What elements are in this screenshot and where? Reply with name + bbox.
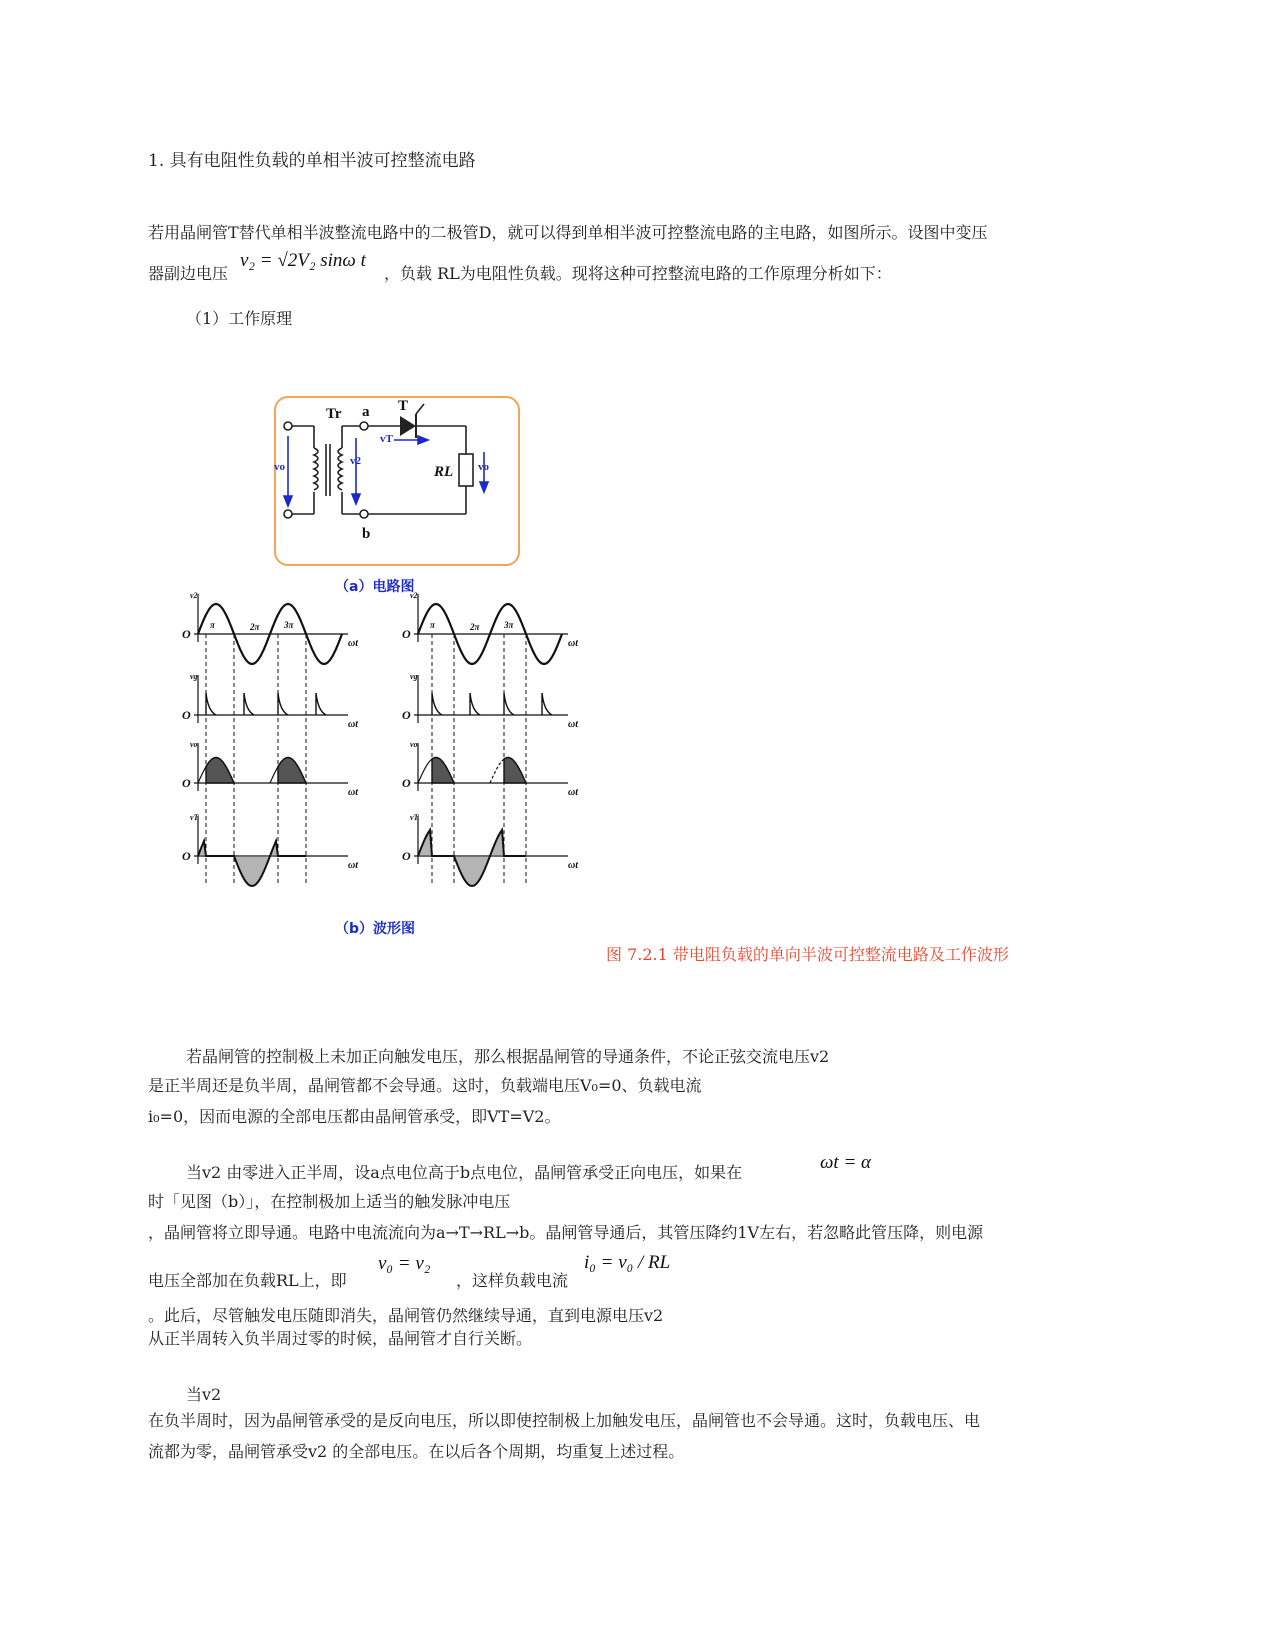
intro-line-2a: 器副边电压 [148,264,229,283]
para1-line-2: 是正半周还是负半周，晶闸管都不会导通。这时，负载端电压V₀=0、负载电流 [148,1076,702,1095]
row-label: vg [410,672,418,681]
para2-line-5: 。此后，尽管触发电压随即消失，晶闸管仍然继续导通，直到电源电压v2 [148,1306,664,1325]
para3-line-3: 流都为零，晶闸管承受v2 的全部电压。在以后各个周期，均重复上述过程。 [148,1442,685,1461]
label-rl: RL [434,464,454,480]
trigger-pulse [206,693,216,715]
para2-line-4a: 电压全部加在负载RL上，即 [148,1271,347,1290]
axis-t-label: ωt [568,719,579,730]
para2-line-3: ，晶闸管将立即导通。电路中电流流向为a→T→RL→b。晶闸管导通后，其管压降约1V左右，若忽略此管压降，则电源 [148,1223,984,1242]
primary-coil [314,448,318,490]
thyristor-voltage-wave [418,830,526,886]
subheading: （1）工作原理 [186,309,293,328]
row-label: v2 [410,591,418,600]
origin-label: O [182,708,191,722]
para1-line-3: i₀=0，因而电源的全部电压都由晶闸管承受，即VT=V2。 [148,1107,561,1126]
thyristor-symbol [400,416,416,436]
label-v2: v2 [350,455,361,467]
trigger-pulse [244,693,254,715]
caption-b: （b）波形图 [335,921,416,937]
trigger-pulse [278,693,288,715]
label-vo: vo [478,461,489,473]
para3-line-2: 在负半周时，因为晶闸管承受的是反向电压，所以即使控制极上加触发电压，晶闸管也不会导通。这时，负载电压、电 [148,1411,981,1430]
section-heading: 1. 具有电阻性负载的单相半波可控整流电路 [148,151,476,171]
label-vi: vo [274,461,285,473]
terminal-bottom-left [284,510,292,518]
axis-t-label: ωt [348,719,359,730]
row-label: v2 [190,591,198,600]
trigger-pulse [542,693,552,715]
formula-v2: v₂ = √2V₂ sinω t [240,250,366,271]
origin-label: O [182,627,191,641]
para2-line-1: 当v2 由零进入正半周，设a点电位高于b点电位，晶闸管承受正向电压，如果在 [186,1163,743,1182]
figure-caption: 图 7.2.1 带电阻负载的单向半波可控整流电路及工作波形 [606,945,1009,964]
axis-t-label: ωt [348,860,359,871]
secondary-coil [338,448,342,490]
two-pi-label: 2π [470,622,480,632]
para2-line-6: 从正半周转入负半周过零的时候，晶闸管才自行关断。 [148,1329,533,1348]
formula-vo: v₀ = v₂ [378,1253,431,1274]
trigger-pulse [432,693,442,715]
pi-label: π [430,620,435,630]
two-pi-label: 2π [250,622,260,632]
three-pi-label: 3π [284,620,294,630]
para2-line-4b: ，这样负载电流 [456,1271,569,1290]
label-a: a [362,404,370,420]
thyristor-voltage-wave [198,841,306,886]
row-label: vT [410,813,419,822]
origin-label: O [402,627,411,641]
waveform-diagram [180,591,600,926]
trigger-pulse [316,693,326,715]
row-label: vT [190,813,199,822]
label-tr: Tr [326,406,342,422]
intro-line-1: 若用晶闸管T替代单相半波整流电路中的二极管D，就可以得到单相半波可控整流电路的主电路，如图所示。设图中变压 [148,223,988,242]
label-b: b [362,526,371,542]
origin-label: O [402,849,411,863]
terminal-a [360,422,368,430]
para1-line-1: 若晶闸管的控制极上未加正向触发电压，那么根据晶闸管的导通条件，不论正弦交流电压v2 [186,1047,830,1066]
axis-t-label: ωt [348,787,359,798]
para2-line-2: 时「见图（b）」，在控制极加上适当的触发脉冲电压 [148,1192,511,1211]
row-label: vg [190,672,198,681]
terminal-top-left [284,422,292,430]
circuit-diagram [274,396,520,566]
caption-a: （a）电路图 [335,579,415,595]
origin-label: O [182,849,191,863]
axis-t-label: ωt [568,638,579,649]
trigger-pulse [470,693,480,715]
label-t: T [398,398,409,414]
row-label: vo [190,740,198,749]
formula-io: i₀ = v₀ / RL [584,1252,671,1273]
three-pi-label: 3π [504,620,514,630]
intro-line-2b: ，负载 RL为电阻性负载。现将这种可控整流电路的工作原理分析如下： [384,264,892,283]
pi-label: π [210,620,215,630]
axis-t-label: ωt [568,860,579,871]
terminal-b [360,510,368,518]
label-vt: vT [380,433,393,445]
axis-t-label: ωt [348,638,359,649]
trigger-pulse [504,693,514,715]
para3-line-1: 当v2 [186,1385,222,1404]
load-resistor [459,454,473,486]
row-label: vo [410,740,418,749]
origin-label: O [402,776,411,790]
formula-wt: ωt = α [820,1152,871,1173]
axis-t-label: ωt [568,787,579,798]
origin-label: O [182,776,191,790]
origin-label: O [402,708,411,722]
